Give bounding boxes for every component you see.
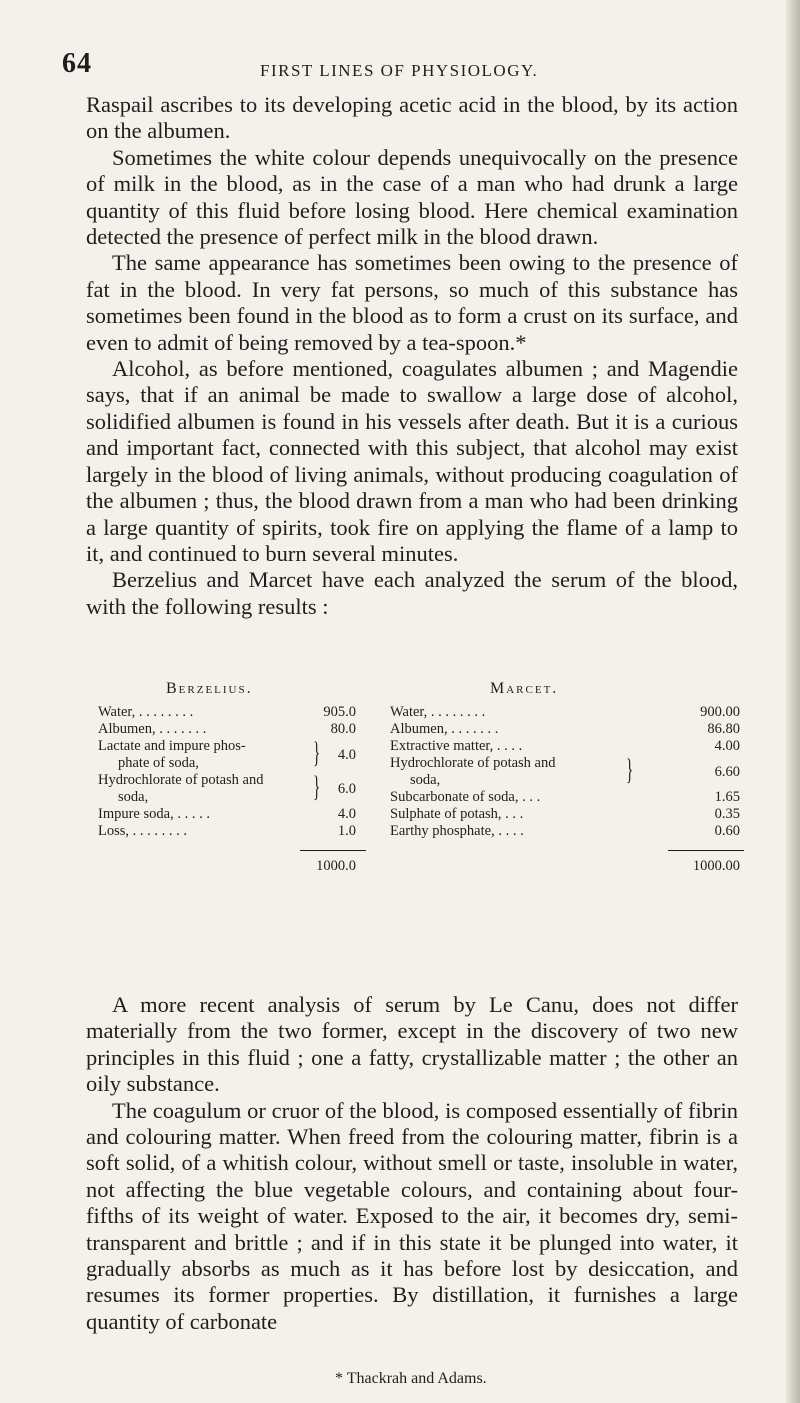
marcet-row-value: 6.60 [714,764,740,780]
marcet-row-value: 1.65 [714,789,740,805]
marcet-row-value: 86.80 [707,721,740,737]
berzelius-row-value: 80.0 [330,721,356,737]
paragraph: Berzelius and Marcet have each analyzed the serum of the blood, with the following results : [86,567,738,619]
berzelius-row-value: 1.0 [337,823,356,839]
marcet-total-rule [668,850,744,851]
marcet-row-label: Extractive matter, . . . . [390,738,523,754]
berzelius-row-label: Lactate and impure phos- [98,738,246,754]
marcet-row-label: Hydrochlorate of potash and [390,755,556,771]
berzelius-row-label: Hydrochlorate of potash and [98,772,264,788]
paragraph: The coagulum or cruor of the blood, is composed essentially of fibrin and colouring matter. When freed from the colouring matter, fibrin is a soft solid, of a whitish colour, without smell or taste, insoluble in water, not affecting the blue vegetable colours, and containing about four-fifths of its weight of water. Exposed to the air, it becomes dry, semi-transparent and brittle ; and if in this state it be plunged into water, it gradually absorbs as much as it has before lost by desiccation, and resumes its former properties. By distillation, it furnishes a large quantity of carbonate [86,1097,738,1334]
footnote: * Thackrah and Adams. [335,1370,487,1387]
marcet-row-label: Sulphate of potash, . . . [390,806,524,822]
berzelius-row-label: Impure soda, . . . . . [98,806,210,822]
marcet-row-value: 900.00 [700,704,740,720]
marcet-row-value: 4.00 [714,738,740,754]
marcet-row-value: 0.35 [714,806,740,822]
berzelius-total: 1000.0 [316,858,356,874]
marcet-row-label: Subcarbonate of soda, . . . [390,789,541,805]
marcet-heading: Marcet. [490,680,559,697]
marcet-row-label-cont: soda, [410,772,441,788]
paragraph: Alcohol, as before mentioned, coagulates albumen ; and Magendie says, that if an animal be made to swallow a large dose of alcohol, solidified albumen is found in his vessels after death. But it is a curious and important fact, connected with this subject, that alcohol may exist largely in the blood of living animals, without producing coagulation of the albumen ; thus, the blood drawn from a man who had been drinking a large quantity of spirits, took fire on applying the flame of a lamp to it, and continued to burn several minutes. [86,356,738,566]
berzelius-row-value: 6.0 [337,781,356,797]
paragraph: The same appearance has sometimes been owing to the presence of fat in the blood. In very fat persons, so much of this substance has sometimes been found in the blood as to form a crust on its surface, and even to admit of being removed by a tea-spoon.* [86,250,738,355]
marcet-row-label: Water, . . . . . . . . [390,704,486,720]
marcet-total: 1000.00 [692,858,740,874]
berzelius-row-value: 4.0 [337,747,356,763]
berzelius-row-value: 905.0 [323,704,356,720]
brace-icon: } [313,770,321,803]
berzelius-row-label: Water, . . . . . . . . [98,704,194,720]
marcet-row-label: Albumen, . . . . . . . [390,721,499,737]
marcet-row-value: 0.60 [714,823,740,839]
berzelius-row-label-cont: soda, [118,789,149,805]
paragraph: A more recent analysis of serum by Le Canu, does not differ materially from the two former, except in the discovery of two new principles in this fluid ; one a fatty, crystallizable matter ; the other an oily substance. [86,992,738,1097]
running-title: FIRST LINES OF PHYSIOLOGY. [260,61,539,80]
page-number: 64 [62,48,92,79]
berzelius-row-label: Albumen, . . . . . . . [98,721,207,737]
berzelius-row-label-cont: phate of soda, [118,755,199,771]
berzelius-row-label: Loss, . . . . . . . . [98,823,188,839]
berzelius-heading: Berzelius. [166,680,253,697]
analysis-tables [0,680,800,985]
marcet-row-label: Earthy phosphate, . . . . [390,823,524,839]
body-text-top [86,92,738,620]
brace-icon: } [313,736,321,769]
brace-icon: } [626,753,634,786]
berzelius-row-value: 4.0 [337,806,356,822]
berzelius-total-rule [300,850,366,851]
paragraph: Raspail ascribes to its developing acetic acid in the blood, by its action on the albumen. [86,92,738,144]
page-header [62,48,722,82]
paragraph: Sometimes the white colour depends unequivocally on the presence of milk in the blood, as in the case of a man who had drunk a large quantity of this fluid before losing blood. Here chemical examination detected the presence of perfect milk in the blood drawn. [86,144,738,250]
body-text-bottom [86,992,738,1335]
